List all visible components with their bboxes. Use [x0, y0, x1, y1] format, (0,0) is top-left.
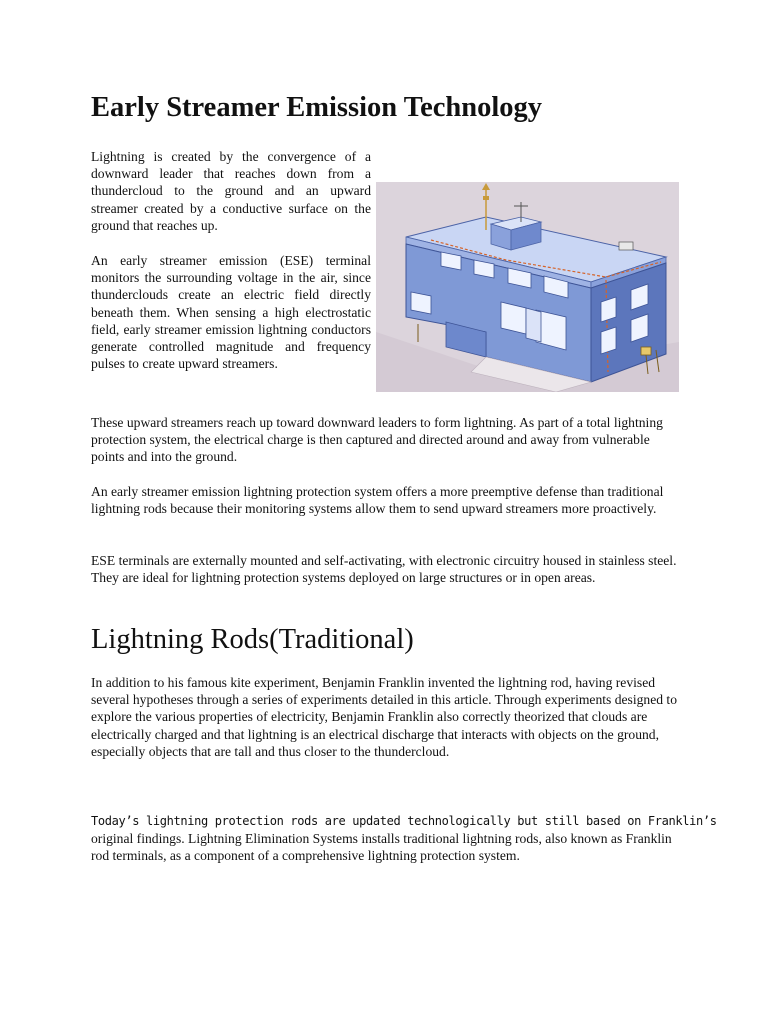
paragraph-lightning-creation: Lightning is created by the convergence of a downward leader that reaches down from a thundercloud to the ground and an upward streamer created by a conductive surface on the ground that reaches up. — [91, 149, 371, 233]
paragraph-modern-rods-rest: original findings. Lightning Elimination Systems installs traditional lightning rods, also known as Franklin rod terminals, as a component of a comprehensive lightning protection system. — [91, 831, 672, 864]
paragraph-modern-rods — [91, 813, 717, 865]
paragraph-modern-rods-line1: Today’s lightning protection rods are updated technologically but still based on Franklin’s — [91, 814, 717, 828]
heading-lightning-rods: Lightning Rods(Traditional) — [91, 624, 414, 655]
paragraph-ese-terminals: ESE terminals are externally mounted and self-activating, with electronic circuitry housed in stainless steel. They are ideal for lightning protection systems deployed on large structures or in open areas. — [91, 553, 677, 586]
paragraph-franklin: In addition to his famous kite experiment, Benjamin Franklin invented the lightning rod, having revised several hypotheses through a series of experiments detailed in this article. Through experiments designed to explore the various properties of electricity, Benjamin Franklin also correctly theorized that clouds are electrically charged and that lightning is an electrical discharge that interacts with objects on the ground, especially objects that are tall and thus closer to the thundercloud. — [91, 675, 678, 759]
paragraph-ese-system: An early streamer emission lightning protection system offers a more preemptive defense than traditional lightning rods because their monitoring systems allow them to send upward streamers more proactively. — [91, 484, 664, 517]
building-lightning-protection-illustration — [376, 182, 679, 392]
paragraph-ese-terminal: An early streamer emission (ESE) terminal monitors the surrounding voltage in the air, since thunderclouds create an electric field directly beneath them. When sensing a high electrostatic field, early streamer emission lightning conductors generate controlled magnitude and frequency pulses to create upward streamers. — [91, 253, 371, 372]
heading-ese: Early Streamer Emission Technology — [91, 92, 543, 123]
paragraph-upward-streamers: These upward streamers reach up toward downward leaders to form lightning. As part of a total lightning protection system, the electrical charge is then captured and directed around and away from vulnerable points and into the ground. — [91, 415, 663, 465]
